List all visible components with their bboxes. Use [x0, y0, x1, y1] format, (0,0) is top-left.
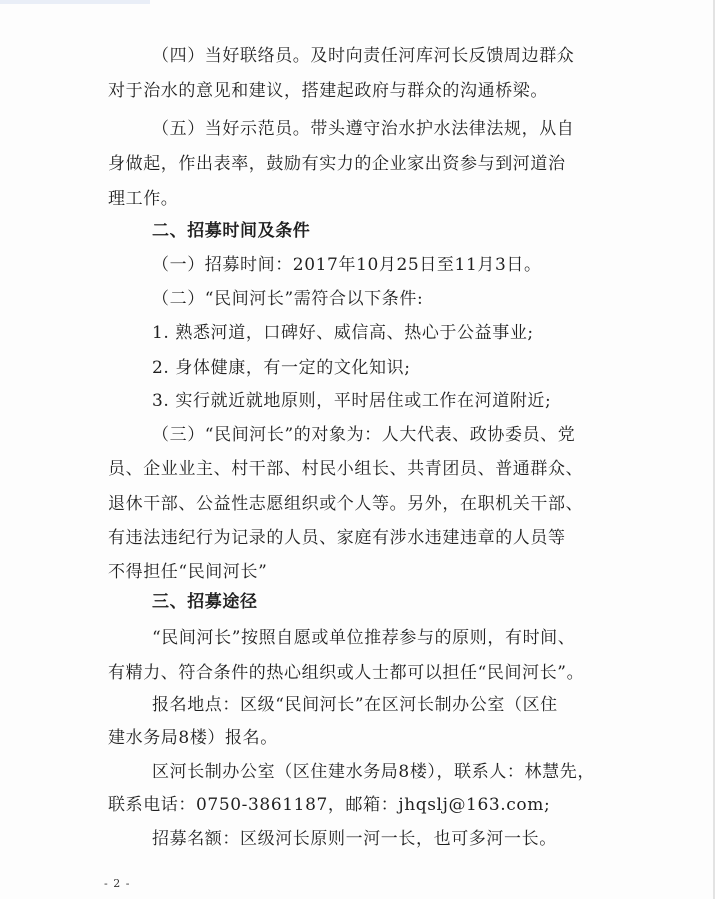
paragraph-line: 招募名额：区级河长原则一河一长，也可多河一长。: [152, 829, 557, 849]
paragraph-line: 身做起，作出表率，鼓励有实力的企业家出资参与到河道治: [108, 154, 566, 174]
paragraph-line: 理工作。: [108, 189, 179, 209]
section-heading: 二、招募时间及条件: [152, 221, 311, 241]
paragraph-line: （三）“民间河长”的对象为：人大代表、政协委员、党: [152, 425, 576, 445]
paragraph-line: 联系电话：0750-3861187，邮箱：jhqslj@163.com;: [108, 795, 551, 815]
paragraph-line: （五）当好示范员。带头遵守治水护水法律法规，从自: [152, 119, 575, 139]
paragraph-line: 区河长制办公室（区住建水务局8楼），联系人：林慧先，: [152, 762, 595, 782]
paragraph-line: 退休干部、公益性志愿组织或个人等。另外，在职机关干部、: [108, 494, 584, 514]
paragraph-line: “民间河长”按照自愿或单位推荐参与的原则，有时间、: [152, 628, 576, 648]
paragraph-line: 有违法违纪行为记录的人员、家庭有涉水违建违章的人员等: [108, 528, 566, 548]
paragraph-line: （一）招募时间：2017年10月25日至11月3日。: [152, 255, 542, 275]
page-number: - 2 -: [104, 877, 131, 890]
paragraph-line: （二）“民间河长”需符合以下条件:: [152, 289, 424, 309]
section-heading: 三、招募途径: [152, 592, 258, 612]
paragraph-line: 对于治水的意见和建议，搭建起政府与群众的沟通桥梁。: [108, 81, 548, 101]
paragraph-line: 员、企业业主、村干部、村民小组长、共青团员、普通群众、: [108, 459, 584, 479]
paragraph-line: 报名地点：区级“民间河长”在区河长制办公室（区住: [152, 695, 558, 715]
list-item: 1. 熟悉河道，口碑好、威信高、热心于公益事业;: [152, 323, 534, 343]
list-item: 2. 身体健康，有一定的文化知识;: [152, 358, 411, 378]
paragraph-line: 不得担任“民间河长”: [108, 562, 268, 582]
paragraph-line: 有精力、符合条件的热心组织或人士都可以担任“民间河长”。: [108, 663, 585, 683]
paragraph-line: 建水务局8楼）报名。: [108, 728, 278, 748]
paragraph-line: （四）当好联络员。及时向责任河库河长反馈周边群众: [152, 46, 575, 66]
list-item: 3. 实行就近就地原则，平时居住或工作在河道附近;: [152, 391, 552, 411]
window-edge-strip: [0, 0, 150, 4]
